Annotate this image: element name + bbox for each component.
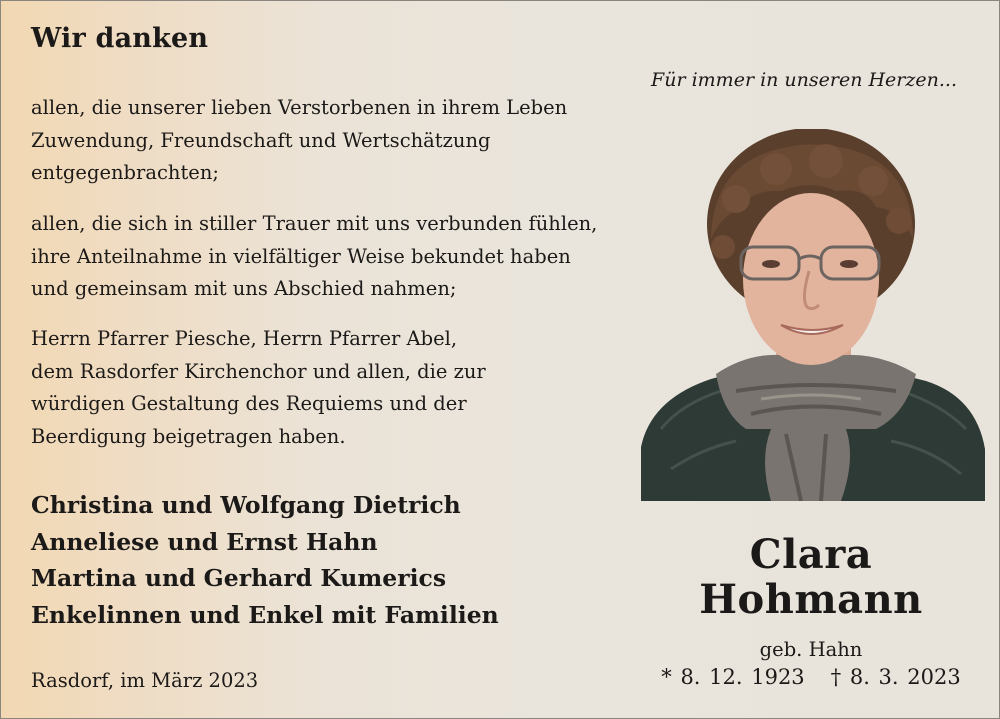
mourner-name: Anneliese und Ernst Hahn (31, 527, 378, 556)
text-line: allen, die sich in stiller Trauer mit uns verbunden fühlen, (31, 212, 598, 235)
mourner-name: Martina und Gerhard Kumerics (31, 564, 447, 593)
motto: Für immer in unseren Herzen... (651, 69, 957, 91)
text-line: dem Rasdorfer Kirchenchor und allen, die zur (31, 359, 486, 383)
mourners-list (31, 487, 499, 634)
birth-date: * 8. 12. 1923 (661, 665, 805, 689)
text-line: Herrn Pfarrer Piesche, Herrn Pfarrer Abel, (31, 327, 458, 350)
life-dates (641, 665, 981, 689)
text-line: allen, die unserer lieben Verstorbenen in ihrem Leben (31, 96, 568, 119)
text-line: ihre Anteilnahme in vielfältiger Weise bekundet haben (31, 244, 571, 268)
thanks-paragraph-3 (31, 323, 621, 453)
thanks-paragraph-2 (31, 208, 621, 306)
place-date: Rasdorf, im März 2023 (31, 669, 259, 692)
text-line: und gemeinsam mit uns Abschied nahmen; (31, 277, 457, 300)
text-line: Zuwendung, Freundschaft und Wertschätzung (31, 128, 491, 152)
deceased-last-name: Hohmann (699, 576, 923, 623)
text-line: Beerdigung beigetragen haben. (31, 424, 346, 448)
text-line: würdigen Gestaltung des Requiems und der (31, 392, 467, 415)
mourner-name: Enkelinnen und Enkel mit Familien (31, 601, 499, 630)
death-date: † 8. 3. 2023 (830, 665, 961, 689)
mourner-name: Christina und Wolfgang Dietrich (31, 491, 461, 519)
text-line: entgegenbrachten; (31, 161, 219, 184)
thanks-paragraph-1 (31, 92, 621, 190)
heading: Wir danken (31, 23, 209, 54)
portrait-photo (641, 129, 985, 501)
maiden-name: geb. Hahn (759, 638, 863, 661)
deceased-first-name: Clara (749, 531, 873, 578)
